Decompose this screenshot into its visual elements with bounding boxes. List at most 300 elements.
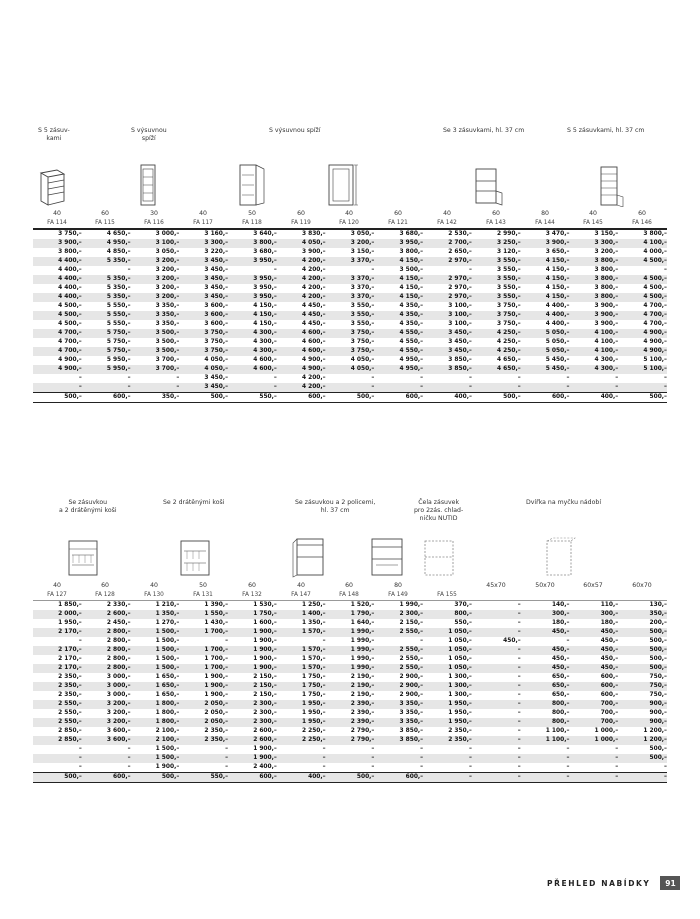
price-cell: 4 150,– <box>545 267 570 273</box>
price-cell: 500,– <box>618 646 667 655</box>
price-cell: 1 650,– <box>155 674 180 680</box>
price-cell: 1 900,– <box>228 646 277 655</box>
article-code: FA 148 <box>339 592 359 598</box>
price-cell: 5 950,– <box>106 357 131 363</box>
price-cell: 5 550,– <box>106 321 131 327</box>
drawer-unit-5-image <box>37 167 67 207</box>
table-row <box>33 383 667 393</box>
price-cell: 3 900,– <box>594 321 619 327</box>
price-cell: 1 800,– <box>155 710 180 716</box>
price-cell: 500,– <box>618 664 667 673</box>
price-cell: 3 500,– <box>131 347 180 356</box>
price-cell: 4 150,– <box>545 285 570 291</box>
price-section-2 <box>33 499 667 783</box>
price-cell: 3 150,– <box>350 249 375 255</box>
article-code: FA 142 <box>437 220 457 226</box>
price-cell: 3 000,– <box>106 674 131 680</box>
price-cell: – <box>618 773 667 783</box>
price-cell: 5 050,– <box>521 329 570 338</box>
price-cell: – <box>322 746 326 752</box>
table-row <box>33 275 667 284</box>
price-cell: 1 800,– <box>131 718 180 727</box>
table-row <box>33 230 667 239</box>
price-cell: 4 300,– <box>253 339 277 345</box>
price-cell: 1 650,– <box>131 682 180 691</box>
price-cell: 4 400,– <box>33 293 82 302</box>
price-cell: – <box>472 754 521 763</box>
price-cell: 4 900,– <box>58 357 82 363</box>
price-cell: 1 210,– <box>155 602 180 608</box>
price-cell: 3 750,– <box>326 347 375 356</box>
price-cell: 600,– <box>569 682 618 691</box>
price-cell: 1 790,– <box>326 610 375 619</box>
price-cell: 3 350,– <box>374 718 423 727</box>
price-cell: 3 500,– <box>155 339 180 345</box>
price-cell: 1 990,– <box>326 664 375 673</box>
table-row <box>33 718 667 727</box>
wire-basket-unit-2-image <box>175 537 215 579</box>
price-cell: 5 450,– <box>521 365 570 374</box>
price-cell: 1 000,– <box>594 728 619 734</box>
price-table <box>33 230 667 403</box>
price-cell: 3 800,– <box>594 267 619 273</box>
price-cell: 2 800,– <box>82 664 131 673</box>
price-cell: 2 650,– <box>448 249 472 255</box>
footer-title: PŘEHLED NABÍDKY <box>547 878 651 888</box>
price-cell: 3 550,– <box>497 285 521 291</box>
price-cell: 3 370,– <box>326 257 375 266</box>
price-cell: 3 950,– <box>374 239 423 248</box>
price-cell: – <box>517 764 521 770</box>
price-cell: – <box>664 764 667 770</box>
table-row <box>33 773 667 783</box>
table-row <box>33 311 667 320</box>
price-cell: – <box>472 736 521 745</box>
price-cell: 1 990,– <box>326 646 375 655</box>
price-cell: 450,– <box>569 628 618 637</box>
price-cell: 1 570,– <box>277 646 326 655</box>
price-cell: 4 150,– <box>521 293 570 302</box>
price-cell: 5 050,– <box>545 339 570 345</box>
price-cell: 4 700,– <box>618 311 667 320</box>
price-cell: 1 300,– <box>448 692 472 698</box>
price-cell: 4 400,– <box>58 285 82 291</box>
price-cell: 600,– <box>82 773 131 783</box>
price-cell: 600,– <box>374 393 423 403</box>
price-cell: 5 750,– <box>82 329 131 338</box>
price-cell: 3 200,– <box>131 257 180 266</box>
price-cell: 2 550,– <box>374 664 423 673</box>
price-cell: 3 750,– <box>472 311 521 320</box>
price-cell: 3 550,– <box>350 303 375 309</box>
article-code: FA 144 <box>535 220 555 226</box>
price-cell: 2 350,– <box>33 682 82 691</box>
width-header: 30 <box>150 210 158 217</box>
price-cell: 4 050,– <box>350 357 375 363</box>
group-header: Se 2 drátěnými koši <box>163 499 225 506</box>
article-code: FA 143 <box>486 220 506 226</box>
price-cell: 5 100,– <box>618 365 667 374</box>
price-cell: 3 950,– <box>253 285 277 291</box>
article-code: FA 127 <box>47 592 67 598</box>
price-cell: 3 750,– <box>58 231 82 237</box>
price-cell: 300,– <box>569 610 618 619</box>
price-cell: 4 150,– <box>253 321 277 327</box>
price-cell: 600,– <box>521 393 570 403</box>
group-header: S 5 zásuv- kami <box>38 127 70 142</box>
price-cell: – <box>127 375 131 381</box>
table-row <box>33 601 667 610</box>
price-cell: 4 950,– <box>374 365 423 374</box>
price-cell: 4 450,– <box>301 321 326 327</box>
price-cell: – <box>517 746 521 752</box>
price-cell: – <box>468 375 472 381</box>
table-row <box>33 673 667 682</box>
shelf-unit-open-image <box>291 535 331 579</box>
price-cell: 2 850,– <box>33 736 82 745</box>
width-header: 60 <box>394 210 402 217</box>
price-cell: 3 220,– <box>204 249 229 255</box>
price-cell: 1 400,– <box>277 610 326 619</box>
price-cell: 1 200,– <box>618 736 667 745</box>
price-cell: 4 150,– <box>374 293 423 302</box>
price-cell: 4 400,– <box>33 275 82 284</box>
price-cell: 1 500,– <box>155 746 180 752</box>
price-cell: – <box>423 383 472 393</box>
price-cell: 1 050,– <box>423 664 472 673</box>
price-cell: 4 150,– <box>521 275 570 284</box>
price-cell: 550,– <box>454 620 472 626</box>
price-cell: – <box>521 773 570 783</box>
width-header: 40 <box>589 210 597 217</box>
price-cell: – <box>664 267 667 273</box>
price-cell: – <box>521 754 570 763</box>
price-cell: 1 750,– <box>277 682 326 691</box>
price-cell: 2 350,– <box>423 736 472 745</box>
price-cell: 4 200,– <box>301 375 326 381</box>
price-cell: 5 750,– <box>106 339 131 345</box>
price-cell: 3 750,– <box>326 329 375 338</box>
price-cell: – <box>569 754 618 763</box>
price-cell: 4 350,– <box>399 321 424 327</box>
price-cell: 1 700,– <box>179 628 228 637</box>
price-cell: 2 790,– <box>350 728 375 734</box>
price-cell: 4 350,– <box>399 303 424 309</box>
price-cell: 140,– <box>551 602 570 608</box>
price-cell: 1 700,– <box>179 646 228 655</box>
price-cell: 2 300,– <box>253 710 277 716</box>
price-cell: 3 950,– <box>228 275 277 284</box>
price-cell: 5 350,– <box>82 293 131 302</box>
price-cell: 4 150,– <box>374 275 423 284</box>
price-cell: 1 900,– <box>228 754 277 763</box>
price-cell: 4 400,– <box>545 303 570 309</box>
drawer-unit-5-deep-image <box>595 163 625 207</box>
price-cell: – <box>225 764 229 770</box>
price-cell: 2 600,– <box>82 610 131 619</box>
article-code: FA 155 <box>437 592 457 598</box>
price-cell: 3 200,– <box>155 267 180 273</box>
price-cell: – <box>566 638 570 644</box>
price-cell: – <box>517 728 521 734</box>
width-header: 50x70 <box>535 582 555 589</box>
price-cell: 700,– <box>569 718 618 727</box>
table-row <box>33 691 667 700</box>
width-header: 60 <box>492 210 500 217</box>
price-cell: 800,– <box>521 718 570 727</box>
drawer-shelf-unit-image <box>366 535 410 579</box>
price-cell: 4 450,– <box>277 311 326 320</box>
price-cell: 2 300,– <box>228 718 277 727</box>
price-cell: – <box>326 754 375 763</box>
price-cell: 3 550,– <box>472 293 521 302</box>
price-cell: 900,– <box>618 718 667 727</box>
group-headers <box>33 499 667 533</box>
price-cell: – <box>33 383 82 393</box>
price-cell: 1 900,– <box>228 664 277 673</box>
price-cell: 500,– <box>649 638 667 644</box>
price-cell: 3 800,– <box>569 293 618 302</box>
price-cell: – <box>371 746 375 752</box>
price-cell: 3 300,– <box>179 239 228 248</box>
width-header: 60 <box>297 210 305 217</box>
price-cell: 500,– <box>618 393 667 403</box>
price-cell: 3 050,– <box>155 249 180 255</box>
price-cell: – <box>468 746 472 752</box>
table-row <box>33 637 667 646</box>
price-cell: 2 300,– <box>228 700 277 709</box>
width-header: 40 <box>150 582 158 589</box>
width-header: 60 <box>101 210 109 217</box>
price-cell: 4 350,– <box>374 311 423 320</box>
price-cell: – <box>225 638 229 644</box>
table-row <box>33 745 667 754</box>
price-cell: – <box>420 764 424 770</box>
table-row <box>33 347 667 356</box>
price-cell: 2 900,– <box>399 692 424 698</box>
width-header: 60 <box>248 582 256 589</box>
price-cell: 1 900,– <box>155 764 180 770</box>
price-cell: 1 900,– <box>253 656 277 662</box>
dishwasher-door-image <box>539 535 579 579</box>
wire-basket-unit-image <box>63 537 103 579</box>
price-cell: 1 950,– <box>301 710 326 716</box>
price-cell: – <box>517 710 521 716</box>
price-cell: – <box>472 610 521 619</box>
table-row <box>33 709 667 718</box>
price-cell: – <box>78 746 82 752</box>
table-row <box>33 646 667 655</box>
price-cell: – <box>472 682 521 691</box>
price-cell: 4 900,– <box>33 365 82 374</box>
price-cell: 1 390,– <box>204 602 229 608</box>
price-cell: 4 300,– <box>228 329 277 338</box>
price-cell: 1 500,– <box>131 754 180 763</box>
price-cell: 4 700,– <box>33 329 82 338</box>
price-cell: 1 900,– <box>253 638 277 644</box>
price-cell: – <box>569 773 618 783</box>
price-cell: 3 600,– <box>204 303 229 309</box>
price-cell: – <box>371 375 375 381</box>
drawer-unit-3-image <box>470 165 506 207</box>
price-cell: 500,– <box>326 773 375 783</box>
price-cell: 400,– <box>569 393 618 403</box>
price-cell: 4 050,– <box>277 239 326 248</box>
price-cell: 370,– <box>454 602 472 608</box>
price-cell: 1 750,– <box>301 674 326 680</box>
price-cell: 5 550,– <box>106 303 131 309</box>
price-cell: 800,– <box>521 700 570 709</box>
price-cell: 130,– <box>649 602 667 608</box>
price-cell: 750,– <box>649 674 667 680</box>
price-cell: – <box>472 628 521 637</box>
price-cell: 2 350,– <box>179 736 228 745</box>
price-cell: 4 700,– <box>643 303 667 309</box>
price-cell: 1 990,– <box>350 656 375 662</box>
price-cell: 4 200,– <box>301 267 326 273</box>
price-cell: – <box>374 383 423 393</box>
table-row <box>33 700 667 709</box>
price-cell: 4 050,– <box>204 357 229 363</box>
price-cell: – <box>517 620 521 626</box>
price-cell: 4 150,– <box>521 257 570 266</box>
price-cell: – <box>82 754 131 763</box>
price-cell: 4 850,– <box>106 249 131 255</box>
price-cell: 3 680,– <box>253 249 277 255</box>
price-cell: 2 100,– <box>131 736 180 745</box>
price-cell: 3 100,– <box>131 239 180 248</box>
price-cell: – <box>179 754 228 763</box>
price-cell: 4 600,– <box>253 357 277 363</box>
price-cell: 4 250,– <box>472 329 521 338</box>
price-cell: 1 600,– <box>253 620 277 626</box>
price-cell: 2 550,– <box>33 718 82 727</box>
width-header: 45x70 <box>486 582 506 589</box>
width-header: 60 <box>638 210 646 217</box>
price-cell: 600,– <box>228 773 277 783</box>
price-cell: 1 430,– <box>204 620 229 626</box>
price-cell: 3 150,– <box>594 231 619 237</box>
price-cell: 550,– <box>228 393 277 403</box>
group-header: S výsuvnou spíží <box>269 127 321 134</box>
price-cell: 3 200,– <box>82 700 131 709</box>
price-cell: 180,– <box>600 620 619 626</box>
price-cell: 4 300,– <box>594 357 619 363</box>
price-cell: 3 450,– <box>179 257 228 266</box>
price-cell: 1 250,– <box>301 602 326 608</box>
price-cell: 3 350,– <box>155 303 180 309</box>
price-cell: 4 650,– <box>472 365 521 374</box>
price-cell: 180,– <box>551 620 570 626</box>
price-cell: 600,– <box>82 393 131 403</box>
price-cell: – <box>420 638 424 644</box>
price-cell: 4 000,– <box>643 249 667 255</box>
price-cell: – <box>517 602 521 608</box>
price-cell: 3 750,– <box>497 303 521 309</box>
price-cell: – <box>326 383 375 393</box>
price-cell: 3 500,– <box>399 267 424 273</box>
price-cell: 3 850,– <box>374 736 423 745</box>
price-cell: 3 550,– <box>497 267 521 273</box>
table-row <box>33 257 667 266</box>
price-cell: 1 570,– <box>277 664 326 673</box>
price-cell: 3 300,– <box>569 239 618 248</box>
price-cell: 1 350,– <box>301 620 326 626</box>
price-cell: 3 850,– <box>448 357 472 363</box>
price-cell: – <box>472 383 521 393</box>
price-cell: 3 550,– <box>350 321 375 327</box>
price-cell: 4 100,– <box>569 347 618 356</box>
price-cell: 3 370,– <box>350 285 375 291</box>
table-row <box>33 393 667 403</box>
price-cell: – <box>228 383 277 393</box>
price-cell: 450,– <box>600 638 619 644</box>
price-cell: 3 830,– <box>301 231 326 237</box>
price-cell: 600,– <box>277 393 326 403</box>
price-cell: 3 750,– <box>350 339 375 345</box>
price-cell: 3 200,– <box>594 249 619 255</box>
price-cell: 2 900,– <box>374 682 423 691</box>
price-cell: 3 550,– <box>472 257 521 266</box>
price-cell: 4 500,– <box>618 275 667 284</box>
price-cell: 1 900,– <box>228 628 277 637</box>
price-cell: 450,– <box>551 656 570 662</box>
price-cell: 3 950,– <box>228 293 277 302</box>
price-cell: 2 350,– <box>58 692 82 698</box>
table-row <box>33 628 667 637</box>
price-cell: 3 800,– <box>594 285 619 291</box>
price-cell: – <box>517 656 521 662</box>
price-cell: 1 050,– <box>423 646 472 655</box>
price-cell: 3 900,– <box>33 239 82 248</box>
price-cell: 2 300,– <box>374 610 423 619</box>
price-cell: 1 050,– <box>448 656 472 662</box>
price-cell: 4 400,– <box>521 311 570 320</box>
article-code: FA 120 <box>339 220 359 226</box>
price-cell: 3 900,– <box>301 249 326 255</box>
price-cell: 450,– <box>503 638 521 644</box>
price-cell: – <box>468 764 472 770</box>
price-cell: 1 650,– <box>155 692 180 698</box>
price-cell: – <box>423 773 472 783</box>
price-cell: 4 600,– <box>228 365 277 374</box>
price-cell: 3 450,– <box>179 383 228 393</box>
table-row <box>33 293 667 302</box>
price-cell: 4 300,– <box>228 347 277 356</box>
price-cell: 4 900,– <box>277 365 326 374</box>
price-cell: 3 000,– <box>106 692 131 698</box>
price-cell: 1 100,– <box>545 728 570 734</box>
price-cell: – <box>273 375 277 381</box>
price-cell: 4 200,– <box>277 257 326 266</box>
price-cell: 4 700,– <box>643 321 667 327</box>
table-row <box>33 329 667 338</box>
price-cell: 4 250,– <box>472 347 521 356</box>
price-cell: 1 530,– <box>253 602 277 608</box>
table-row <box>33 374 667 383</box>
table-row <box>33 365 667 374</box>
price-cell: 2 190,– <box>326 682 375 691</box>
price-cell: 4 700,– <box>58 339 82 345</box>
width-header: 60x70 <box>632 582 652 589</box>
price-cell: 1 640,– <box>350 620 375 626</box>
price-cell: 1 950,– <box>423 718 472 727</box>
price-cell: 5 550,– <box>82 311 131 320</box>
price-cell: 1 300,– <box>423 682 472 691</box>
price-cell: 3 370,– <box>326 293 375 302</box>
price-cell: 1 520,– <box>350 602 375 608</box>
price-cell: 4 600,– <box>301 339 326 345</box>
